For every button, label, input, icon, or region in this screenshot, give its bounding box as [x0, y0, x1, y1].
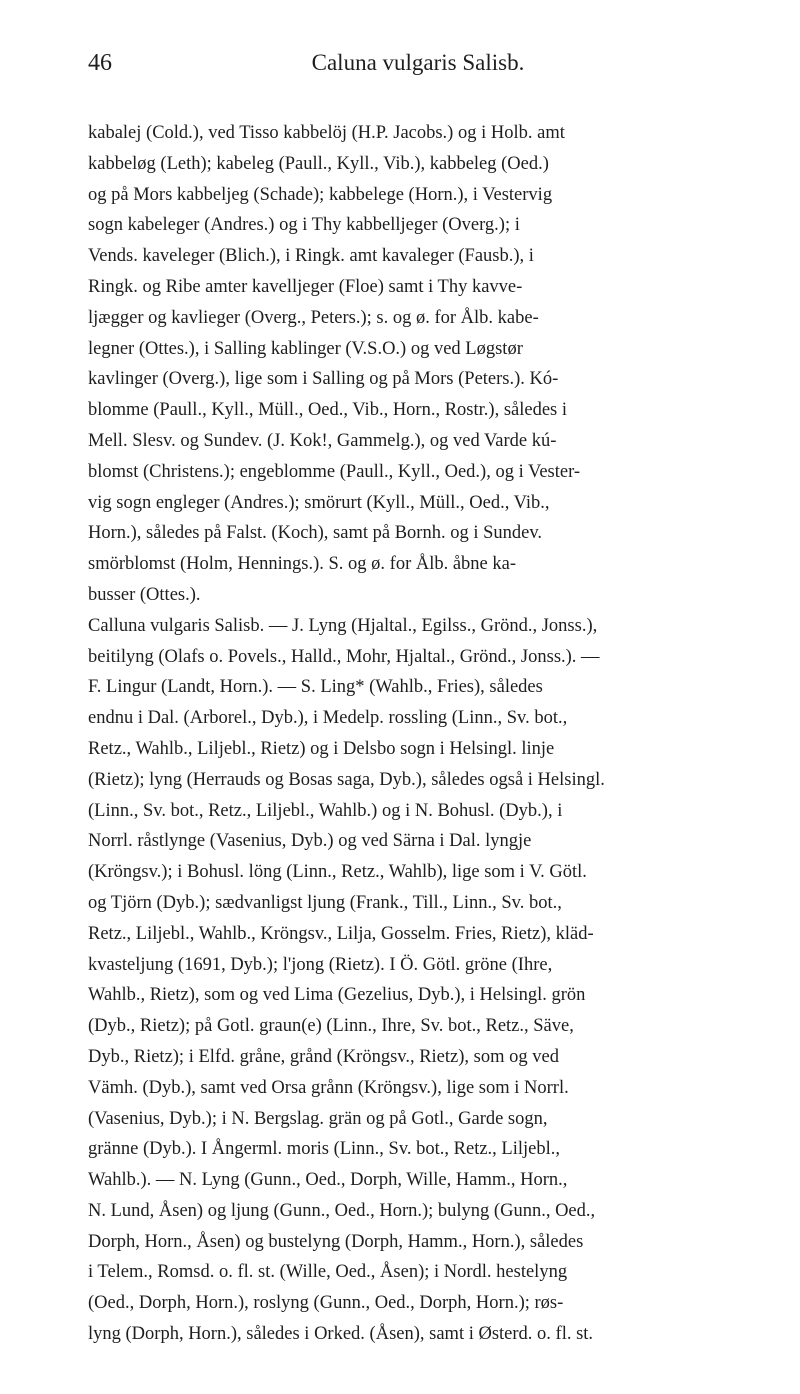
text-line: Retz., Liljebl., Wahlb., Kröngsv., Lilja, Gosselm. Fries, Rietz), kläd- — [88, 923, 594, 944]
text-line: Wahlb.). — N. Lyng (Gunn., Oed., Dorph, Wille, Hamm., Horn., — [88, 1170, 568, 1191]
page-header — [88, 50, 748, 86]
text-line: blomst (Christens.); engeblomme (Paull., Kyll., Oed.), og i Vester- — [88, 461, 581, 482]
text-line: ljægger og kavlieger (Overg., Peters.); s. og ø. for Ålb. kabe- — [88, 307, 539, 328]
text-line: Retz., Wahlb., Liljebl., Rietz) og i Delsbo sogn i Helsingl. linje — [88, 738, 555, 759]
text-line: kvasteljung (1691, Dyb.); l'jong (Rietz). I Ö. Götl. gröne (Ihre, — [88, 954, 553, 975]
body-text — [88, 118, 748, 1350]
text-line: (Kröngsv.); i Bohusl. löng (Linn., Retz., Wahlb), lige som i V. Götl. — [88, 862, 587, 883]
text-line: endnu i Dal. (Arborel., Dyb.), i Medelp. rossling (Linn., Sv. bot., — [88, 708, 568, 729]
text-line: blomme (Paull., Kyll., Müll., Oed., Vib., Horn., Rostr.), således i — [88, 400, 568, 421]
text-line: kabalej (Cold.), ved Tisso kabbelöj (H.P. Jacobs.) og i Holb. amt — [88, 123, 565, 143]
text-line: vig sogn engleger (Andres.); smörurt (Kyll., Müll., Oed., Vib., — [88, 492, 550, 513]
text-line: (Linn., Sv. bot., Retz., Liljebl., Wahlb.) og i N. Bohusl. (Dyb.), i — [88, 800, 563, 821]
text-line: smörblomst (Holm, Hennings.). S. og ø. for Ålb. åbne ka- — [88, 554, 517, 575]
text-line: Vends. kaveleger (Blich.), i Ringk. amt kavaleger (Fausb.), i — [88, 246, 534, 267]
text-line: Calluna vulgaris Salisb. — J. Lyng (Hjaltal., Egilss., Grönd., Jonss.), — [88, 615, 598, 636]
text-line: og på Mors kabbeljeg (Schade); kabbelege (Horn.), i Vestervig — [88, 184, 553, 205]
text-line: Mell. Slesv. og Sundev. (J. Kok!, Gammelg.), og ved Varde kú- — [88, 430, 557, 451]
text-line: Vämh. (Dyb.), samt ved Orsa grånn (Kröngsv.), lige som i Norrl. — [88, 1077, 569, 1098]
text-line: busser (Ottes.). — [88, 584, 201, 605]
text-line: Ringk. og Ribe amter kavelljeger (Floe) samt i Thy kavve- — [88, 276, 523, 297]
text-line: (Dyb., Rietz); på Gotl. graun(e) (Linn., Ihre, Sv. bot., Retz., Säve, — [88, 1016, 574, 1037]
text-line: sogn kabeleger (Andres.) og i Thy kabbelljeger (Overg.); i — [88, 215, 520, 236]
text-line: gränne (Dyb.). I Ångerml. moris (Linn., Sv. bot., Retz., Liljebl., — [88, 1139, 561, 1160]
text-line: beitilyng (Olafs o. Povels., Halld., Mohr, Hjaltal., Grönd., Jonss.). — — [88, 646, 600, 667]
text-line: Norrl. råstlynge (Vasenius, Dyb.) og ved Särna i Dal. lyngje — [88, 831, 532, 852]
text-line: og Tjörn (Dyb.); sædvanligst ljung (Frank., Till., Linn., Sv. bot., — [88, 892, 562, 913]
text-line: (Rietz); lyng (Herrauds og Bosas saga, Dyb.), således også i Helsingl. — [88, 769, 605, 790]
text-line: (Vasenius, Dyb.); i N. Bergslag. grän og på Gotl., Garde sogn, — [88, 1108, 548, 1129]
text-line: legner (Ottes.), i Salling kablinger (V.S.O.) og ved Løgstør — [88, 338, 523, 359]
text-line: Dyb., Rietz); i Elfd. gråne, grånd (Kröngsv., Rietz), som og ved — [88, 1046, 559, 1067]
text-line: Dorph, Horn., Åsen) og bustelyng (Dorph, Hamm., Horn.), således — [88, 1231, 584, 1252]
text-line: Horn.), således på Falst. (Koch), samt på Bornh. og i Sundev. — [88, 523, 543, 544]
text-line: Wahlb., Rietz), som og ved Lima (Gezelius, Dyb.), i Helsingl. grön — [88, 985, 586, 1006]
text-line: kabbeløg (Leth); kabeleg (Paull., Kyll., Vib.), kabbeleg (Oed.) — [88, 153, 549, 174]
text-line: kavlinger (Overg.), lige som i Salling og på Mors (Peters.). Kó- — [88, 369, 559, 390]
text-line: (Oed., Dorph, Horn.), roslyng (Gunn., Oed., Dorph, Horn.); røs- — [88, 1293, 564, 1314]
text-line: F. Lingur (Landt, Horn.). — S. Ling* (Wahlb., Fries), således — [88, 677, 543, 698]
text-line: N. Lund, Åsen) og ljung (Gunn., Oed., Horn.); bulyng (Gunn., Oed., — [88, 1200, 596, 1221]
running-title: Caluna vulgaris Salisb. — [311, 50, 525, 75]
text-line: lyng (Dorph, Horn.), således i Orked. (Åsen), samt i Østerd. o. fl. st. — [88, 1324, 594, 1345]
text-line: i Telem., Romsd. o. fl. st. (Wille, Oed., Åsen); i Nordl. hestelyng — [88, 1262, 568, 1283]
page-number: 46 — [88, 50, 112, 76]
